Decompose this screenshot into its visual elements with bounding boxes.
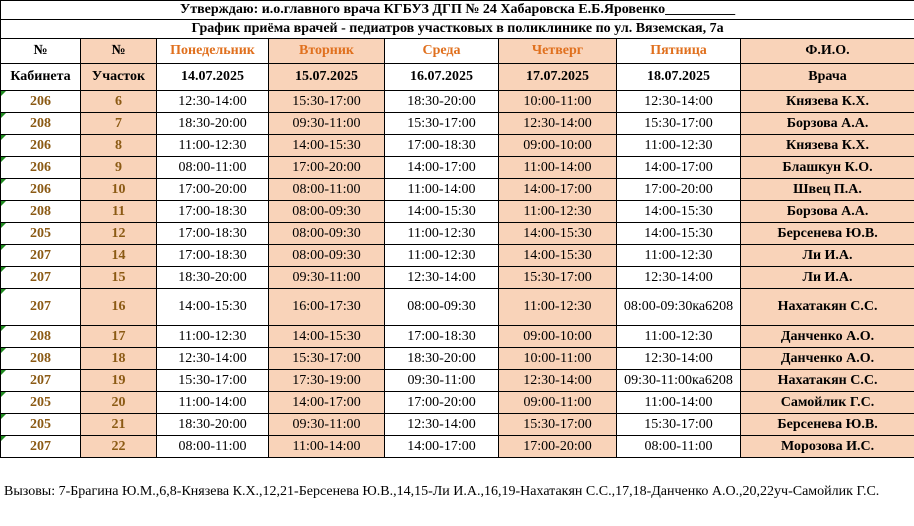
doctor-cell: Морозова И.С. bbox=[741, 436, 914, 458]
time-cell-mon: 17:00-20:00 bbox=[157, 179, 269, 201]
time-cell-thu: 10:00-11:00 bbox=[499, 91, 617, 113]
time-cell-mon: 18:30-20:00 bbox=[157, 267, 269, 289]
time-cell-wed: 11:00-14:00 bbox=[385, 179, 499, 201]
doctor-cell: Борзова А.А. bbox=[741, 113, 914, 135]
time-cell-thu: 12:30-14:00 bbox=[499, 370, 617, 392]
district-cell: 15 bbox=[81, 267, 157, 289]
district-cell: 22 bbox=[81, 436, 157, 458]
doctor-cell: Нахатакян С.С. bbox=[741, 370, 914, 392]
header-cabinet-label: Кабинета bbox=[1, 64, 81, 91]
time-cell-mon: 18:30-20:00 bbox=[157, 113, 269, 135]
doctor-cell: Блашкун К.О. bbox=[741, 157, 914, 179]
table-row bbox=[1, 179, 914, 201]
time-cell-thu: 11:00-14:00 bbox=[499, 157, 617, 179]
time-cell-thu: 09:00-11:00 bbox=[499, 392, 617, 414]
cabinet-cell: 208 bbox=[1, 201, 81, 223]
time-cell-tue: 11:00-14:00 bbox=[269, 436, 385, 458]
time-cell-tue: 16:00-17:30 bbox=[269, 289, 385, 326]
time-cell-tue: 09:30-11:00 bbox=[269, 267, 385, 289]
header-date-tue: 15.07.2025 bbox=[269, 64, 385, 91]
time-cell-mon: 15:30-17:00 bbox=[157, 370, 269, 392]
time-cell-mon: 12:30-14:00 bbox=[157, 91, 269, 113]
table-row bbox=[1, 414, 914, 436]
time-cell-fri: 15:30-17:00 bbox=[617, 414, 741, 436]
time-cell-mon: 08:00-11:00 bbox=[157, 157, 269, 179]
header-day-tue: Вторник bbox=[269, 39, 385, 64]
cabinet-cell: 207 bbox=[1, 245, 81, 267]
district-cell: 8 bbox=[81, 135, 157, 157]
time-cell-tue: 09:30-11:00 bbox=[269, 113, 385, 135]
table-row bbox=[1, 326, 914, 348]
time-cell-tue: 08:00-09:30 bbox=[269, 223, 385, 245]
doctor-cell: Князева К.Х. bbox=[741, 135, 914, 157]
time-cell-mon: 14:00-15:30 bbox=[157, 289, 269, 326]
time-cell-fri: 11:00-12:30 bbox=[617, 135, 741, 157]
header-date-fri: 18.07.2025 bbox=[617, 64, 741, 91]
time-cell-fri: 11:00-14:00 bbox=[617, 392, 741, 414]
district-cell: 12 bbox=[81, 223, 157, 245]
doctor-cell: Самойлик Г.С. bbox=[741, 392, 914, 414]
time-cell-wed: 12:30-14:00 bbox=[385, 267, 499, 289]
doctor-cell: Данченко А.О. bbox=[741, 326, 914, 348]
time-cell-tue: 08:00-09:30 bbox=[269, 245, 385, 267]
time-cell-thu: 15:30-17:00 bbox=[499, 414, 617, 436]
doctor-cell: Швец П.А. bbox=[741, 179, 914, 201]
time-cell-wed: 11:00-12:30 bbox=[385, 245, 499, 267]
time-cell-thu: 15:30-17:00 bbox=[499, 267, 617, 289]
cabinet-cell: 207 bbox=[1, 436, 81, 458]
time-cell-tue: 14:00-17:00 bbox=[269, 392, 385, 414]
header-doctor-label: Врача bbox=[741, 64, 914, 91]
time-cell-wed: 14:00-15:30 bbox=[385, 201, 499, 223]
time-cell-tue: 09:30-11:00 bbox=[269, 414, 385, 436]
doctor-cell: Данченко А.О. bbox=[741, 348, 914, 370]
header-date-wed: 16.07.2025 bbox=[385, 64, 499, 91]
cabinet-cell: 207 bbox=[1, 370, 81, 392]
time-cell-thu: 09:00-10:00 bbox=[499, 326, 617, 348]
district-cell: 7 bbox=[81, 113, 157, 135]
schedule-title: График приёма врачей - педиатров участковых в поликлинике по ул. Вяземская, 7а bbox=[1, 20, 914, 39]
time-cell-wed: 17:00-20:00 bbox=[385, 392, 499, 414]
district-cell: 6 bbox=[81, 91, 157, 113]
time-cell-fri: 11:00-12:30 bbox=[617, 326, 741, 348]
district-cell: 21 bbox=[81, 414, 157, 436]
doctor-cell: Берсенева Ю.В. bbox=[741, 223, 914, 245]
header-day-wed: Среда bbox=[385, 39, 499, 64]
header-date-mon: 14.07.2025 bbox=[157, 64, 269, 91]
time-cell-thu: 14:00-15:30 bbox=[499, 223, 617, 245]
header-fio: Ф.И.О. bbox=[741, 39, 914, 64]
time-cell-wed: 12:30-14:00 bbox=[385, 414, 499, 436]
home-calls-note: Вызовы: 7-Брагина Ю.М.,6,8-Князева К.Х.,12,21-Берсенева Ю.В.,14,15-Ли И.А.,16,19-Нахатакян С.С.,17,18-Данченко А.О.,20,22уч-Самойлик Г.С. bbox=[4, 484, 880, 499]
time-cell-mon: 08:00-11:00 bbox=[157, 436, 269, 458]
time-cell-thu: 11:00-12:30 bbox=[499, 201, 617, 223]
time-cell-thu: 17:00-20:00 bbox=[499, 436, 617, 458]
table-row bbox=[1, 135, 914, 157]
approval-line: Утверждаю: и.о.главного врача КГБУЗ ДГП № 24 Хабаровска Е.Б.Яровенко__________ bbox=[1, 1, 914, 20]
doctor-cell: Нахатакян С.С. bbox=[741, 289, 914, 326]
district-cell: 9 bbox=[81, 157, 157, 179]
cabinet-cell: 208 bbox=[1, 348, 81, 370]
time-cell-tue: 15:30-17:00 bbox=[269, 348, 385, 370]
time-cell-fri: 11:00-12:30 bbox=[617, 245, 741, 267]
header-district-no: № bbox=[81, 39, 157, 64]
header-district-label: Участок bbox=[81, 64, 157, 91]
cabinet-cell: 206 bbox=[1, 135, 81, 157]
cabinet-cell: 207 bbox=[1, 289, 81, 326]
cabinet-cell: 205 bbox=[1, 414, 81, 436]
time-cell-fri: 14:00-15:30 bbox=[617, 201, 741, 223]
time-cell-thu: 14:00-17:00 bbox=[499, 179, 617, 201]
district-cell: 17 bbox=[81, 326, 157, 348]
cabinet-cell: 206 bbox=[1, 157, 81, 179]
time-cell-tue: 15:30-17:00 bbox=[269, 91, 385, 113]
header-day-fri: Пятница bbox=[617, 39, 741, 64]
table-row bbox=[1, 91, 914, 113]
time-cell-wed: 18:30-20:00 bbox=[385, 348, 499, 370]
table-row bbox=[1, 157, 914, 179]
time-cell-fri: 09:30-11:00ка6208 bbox=[617, 370, 741, 392]
time-cell-thu: 10:00-11:00 bbox=[499, 348, 617, 370]
time-cell-wed: 11:00-12:30 bbox=[385, 223, 499, 245]
time-cell-wed: 17:00-18:30 bbox=[385, 135, 499, 157]
time-cell-mon: 17:00-18:30 bbox=[157, 223, 269, 245]
cabinet-cell: 207 bbox=[1, 267, 81, 289]
time-cell-fri: 14:00-15:30 bbox=[617, 223, 741, 245]
cabinet-cell: 205 bbox=[1, 392, 81, 414]
time-cell-tue: 14:00-15:30 bbox=[269, 135, 385, 157]
time-cell-mon: 12:30-14:00 bbox=[157, 348, 269, 370]
header-cabinet-no: № bbox=[1, 39, 81, 64]
table-row bbox=[1, 113, 914, 135]
doctor-cell: Борзова А.А. bbox=[741, 201, 914, 223]
time-cell-thu: 09:00-10:00 bbox=[499, 135, 617, 157]
time-cell-tue: 17:30-19:00 bbox=[269, 370, 385, 392]
time-cell-fri: 12:30-14:00 bbox=[617, 348, 741, 370]
district-cell: 19 bbox=[81, 370, 157, 392]
time-cell-thu: 12:30-14:00 bbox=[499, 113, 617, 135]
time-cell-wed: 17:00-18:30 bbox=[385, 326, 499, 348]
cabinet-cell: 206 bbox=[1, 179, 81, 201]
district-cell: 10 bbox=[81, 179, 157, 201]
district-cell: 18 bbox=[81, 348, 157, 370]
time-cell-wed: 14:00-17:00 bbox=[385, 157, 499, 179]
table-row bbox=[1, 348, 914, 370]
table-row bbox=[1, 370, 914, 392]
time-cell-wed: 14:00-17:00 bbox=[385, 436, 499, 458]
time-cell-thu: 11:00-12:30 bbox=[499, 289, 617, 326]
time-cell-mon: 17:00-18:30 bbox=[157, 245, 269, 267]
time-cell-tue: 17:00-20:00 bbox=[269, 157, 385, 179]
doctor-cell: Ли И.А. bbox=[741, 267, 914, 289]
time-cell-mon: 18:30-20:00 bbox=[157, 414, 269, 436]
table-row bbox=[1, 289, 914, 326]
time-cell-wed: 09:30-11:00 bbox=[385, 370, 499, 392]
table-row bbox=[1, 436, 914, 458]
time-cell-fri: 08:00-09:30ка6208 bbox=[617, 289, 741, 326]
header-day-mon: Понедельник bbox=[157, 39, 269, 64]
cabinet-cell: 205 bbox=[1, 223, 81, 245]
cabinet-cell: 208 bbox=[1, 326, 81, 348]
time-cell-mon: 11:00-12:30 bbox=[157, 326, 269, 348]
time-cell-fri: 14:00-17:00 bbox=[617, 157, 741, 179]
table-row bbox=[1, 223, 914, 245]
district-cell: 20 bbox=[81, 392, 157, 414]
time-cell-wed: 08:00-09:30 bbox=[385, 289, 499, 326]
table-row bbox=[1, 201, 914, 223]
district-cell: 14 bbox=[81, 245, 157, 267]
time-cell-tue: 14:00-15:30 bbox=[269, 326, 385, 348]
cabinet-cell: 208 bbox=[1, 113, 81, 135]
time-cell-wed: 15:30-17:00 bbox=[385, 113, 499, 135]
cabinet-cell: 206 bbox=[1, 91, 81, 113]
time-cell-fri: 12:30-14:00 bbox=[617, 267, 741, 289]
time-cell-fri: 08:00-11:00 bbox=[617, 436, 741, 458]
district-cell: 16 bbox=[81, 289, 157, 326]
header-day-thu: Четверг bbox=[499, 39, 617, 64]
time-cell-wed: 18:30-20:00 bbox=[385, 91, 499, 113]
time-cell-thu: 14:00-15:30 bbox=[499, 245, 617, 267]
table-row bbox=[1, 392, 914, 414]
doctor-cell: Князева К.Х. bbox=[741, 91, 914, 113]
district-cell: 11 bbox=[81, 201, 157, 223]
time-cell-tue: 08:00-09:30 bbox=[269, 201, 385, 223]
time-cell-mon: 17:00-18:30 bbox=[157, 201, 269, 223]
time-cell-tue: 08:00-11:00 bbox=[269, 179, 385, 201]
time-cell-fri: 17:00-20:00 bbox=[617, 179, 741, 201]
doctor-cell: Ли И.А. bbox=[741, 245, 914, 267]
time-cell-fri: 12:30-14:00 bbox=[617, 91, 741, 113]
time-cell-mon: 11:00-12:30 bbox=[157, 135, 269, 157]
table-row bbox=[1, 245, 914, 267]
doctor-cell: Берсенева Ю.В. bbox=[741, 414, 914, 436]
time-cell-fri: 15:30-17:00 bbox=[617, 113, 741, 135]
table-row bbox=[1, 267, 914, 289]
time-cell-mon: 11:00-14:00 bbox=[157, 392, 269, 414]
header-date-thu: 17.07.2025 bbox=[499, 64, 617, 91]
